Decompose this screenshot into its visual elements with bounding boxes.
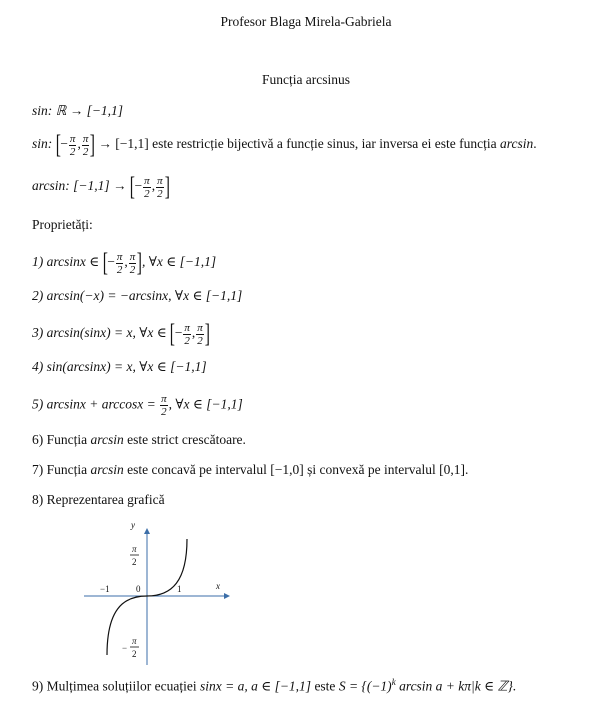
bottom-label-num: π	[132, 636, 137, 646]
property-2: 2) arcsin(−x) = −arcsinx, ∀x ∈ [−1,1]	[32, 288, 243, 303]
label-neg1: −1	[100, 584, 110, 594]
top-label-den: 2	[132, 557, 137, 567]
restriction-line: sin: [− $\frac{\pi}{2}$ , $\frac{\pi}{2}$ ] → [−1,1] este restricție bijectivă a funcție sinus, iar inversa ei este funcția arcsin.	[32, 130, 537, 159]
property-3: 3) arcsin(sinx) = x, ∀x ∈ [− $\frac{\pi}{2}$ , $\frac{\pi}{2}$ ]	[32, 319, 210, 348]
label-zero: 0	[136, 584, 141, 594]
properties-heading: Proprietăți:	[32, 217, 93, 232]
sin-definition: sin: ℝ → [−1,1]	[32, 103, 124, 118]
property-6: 6) Funcția arcsin este strict crescătoare.	[32, 432, 246, 447]
arcsin-definition: arcsin: [−1,1] → [− $\frac{\pi}{2}$ , $\frac{\pi}{2}$ ]	[32, 172, 170, 201]
property-5: 5) arcsinx + arccosx = $\frac{\pi}{2}$ , ∀x ∈ [−1,1]	[32, 393, 243, 418]
property-1: 1) arcsinx ∈ [− $\frac{\pi}{2}$ , $\frac{\pi}{2}$ ], ∀x ∈ [−1,1]	[32, 248, 217, 277]
property-9: 9) Mulțimea soluțiilor ecuației sinx = a, a ∈ [−1,1] este $S = \{(-1)^k$ arcsin a + kπ|k ∈ ℤ}.	[32, 677, 517, 694]
x-axis-arrow	[224, 593, 230, 599]
top-label-num: π	[132, 544, 137, 554]
property-7: 7) Funcția arcsin este concavă pe intervalul [−1,0] și convexă pe intervalul [0,1].	[32, 462, 469, 477]
bottom-label-sign: −	[122, 643, 128, 653]
property-4: 4) sin(arcsinx) = x, ∀x ∈ [−1,1]	[32, 359, 207, 374]
y-axis-arrow	[144, 528, 150, 534]
page-title: Funcția arcsinus	[261, 72, 351, 87]
y-axis-label: y	[131, 520, 135, 530]
property-8: 8) Reprezentarea grafică	[32, 492, 165, 507]
restriction-text: → [−1,1] este restricție bijectivă a funcție sinus, iar inversa ei este funcția	[98, 136, 497, 152]
bottom-label-den: 2	[132, 649, 137, 659]
author-header: Profesor Blaga Mirela-Gabriela	[220, 14, 392, 29]
x-axis-label: x	[216, 581, 220, 591]
arcsin-graph	[80, 515, 240, 670]
label-one: 1	[177, 584, 182, 594]
